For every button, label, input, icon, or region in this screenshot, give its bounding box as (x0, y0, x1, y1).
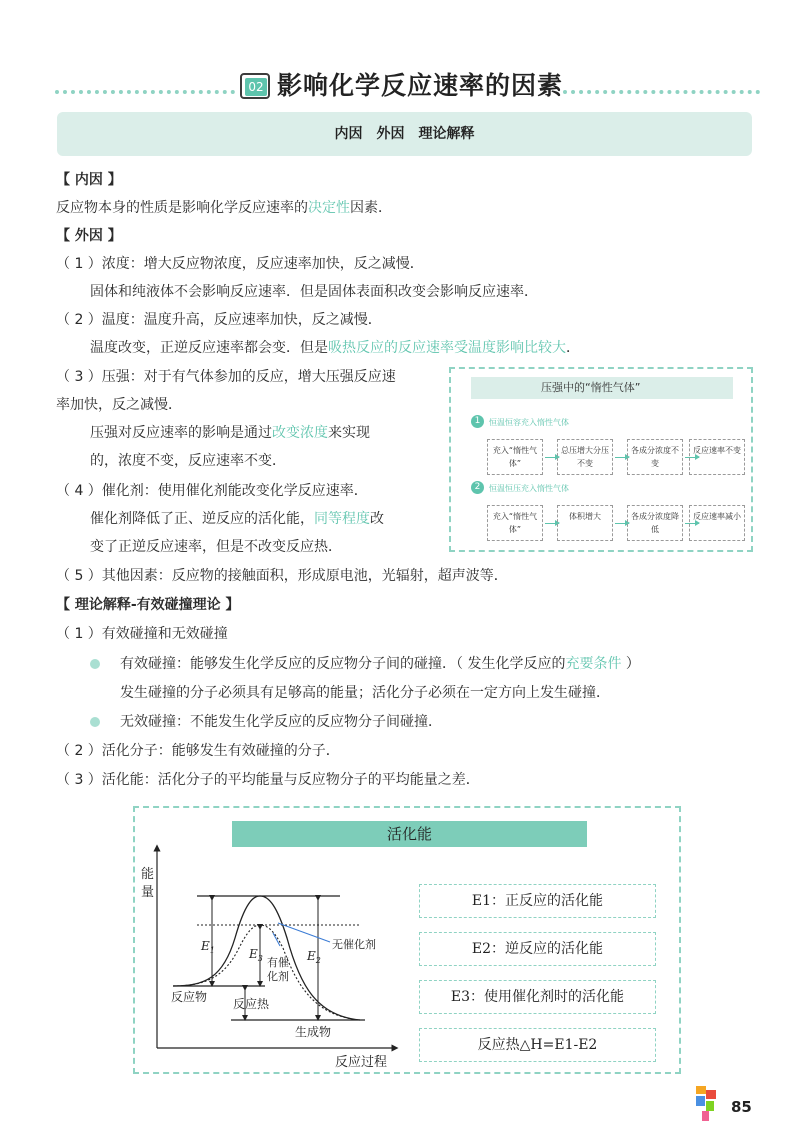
other-factors: （ 5 ）其他因素：反应物的接触面积，形成原电池，光辐射，超声波等． (56, 568, 508, 584)
effective-collision: 有效碰撞：能够发生化学反应的反应物分子间的碰撞．（ 发生化学反应的充要条件 ） (120, 656, 640, 672)
header-dots-left (55, 90, 235, 94)
flow-node: 各成分浓度不变 (627, 439, 683, 475)
flow-step-number: 1 (471, 415, 484, 428)
flow-node: 反应速率不变 (689, 439, 745, 475)
temperature-line-2: 温度改变，正逆反应速率都会变．但是吸热反应的反应速率受温度影响比较大． (90, 340, 580, 356)
y-label-2: 量 (141, 885, 155, 900)
pressure-line-4: 的，浓度不变，反应速率不变． (90, 453, 286, 469)
flow-node: 体积增大 (557, 505, 613, 541)
flow-caption-1: 恒温恒容充入惰性气体 (489, 418, 569, 427)
inner-heading: 【 内因 】 (56, 172, 122, 188)
temperature-line-1: （ 2 ）温度：温度升高，反应速率加快，反之减慢． (56, 312, 382, 328)
pressure-line-3: 压强对反应速率的影响是通过改变浓度来实现 (90, 425, 370, 441)
product-label: 生成物 (295, 1025, 332, 1039)
definition-e1: E1：正反应的活化能 (419, 884, 656, 918)
x-label: 反应过程 (335, 1055, 388, 1070)
outer-heading: 【 外因 】 (56, 228, 122, 244)
definition-heat: 反应热△H=E1-E2 (419, 1028, 656, 1062)
highlight-endothermic: 吸热反应的反应速率受温度影响比较大 (328, 340, 566, 356)
section-number-badge (240, 73, 270, 99)
flow-node: 总压增大分压不变 (557, 439, 613, 475)
no-catalyst-label: 无催化剂 (332, 938, 376, 951)
e2-label: $E_2$ (307, 949, 321, 965)
highlight-necessary-condition: 充要条件 (565, 656, 622, 672)
bullet-dot (90, 659, 100, 669)
inner-text: 反应物本身的性质是影响化学反应速率的决定性因素． (56, 200, 392, 216)
pressure-line-2: 率加快，反之减慢． (56, 397, 182, 413)
catalyst-leader (273, 933, 280, 946)
flow-step-number: 2 (471, 481, 484, 494)
topic-banner: 内因 外因 理论解释 (57, 112, 752, 156)
flow-title: 压强中的“惰性气体” (471, 377, 733, 399)
section-title: 影响化学反应速率的因素 (277, 71, 564, 100)
highlight-change-conc: 改变浓度 (272, 425, 328, 441)
catalyst-line-3: 变了正逆反应速率，但是不改变反应热． (90, 539, 342, 555)
flow-node: 充入“惰性气体” (487, 505, 543, 541)
catalyst-line-1: （ 4 ）催化剂：使用催化剂能改变化学反应速率． (56, 483, 368, 499)
e3-label: $E_3$ (249, 947, 263, 963)
concentration-line-2: 固体和纯液体不会影响反应速率．但是固体表面积改变会影响反应速率． (90, 284, 538, 300)
definition-e3: E3：使用催化剂时的活化能 (419, 980, 656, 1014)
bullet-dot (90, 717, 100, 727)
flow-node: 反应速率减小 (689, 505, 745, 541)
e1-label: $E_1$ (201, 939, 215, 955)
with-catalyst-label-1: 有催 (267, 956, 289, 969)
inert-gas-diagram (449, 367, 753, 552)
header-dots-right (563, 90, 760, 94)
page-number: 85 (731, 1098, 752, 1116)
highlight-equal-degree: 同等程度 (314, 511, 370, 527)
concentration-line-1: （ 1 ）浓度：增大反应物浓度，反应速率加快，反之减慢． (56, 256, 424, 272)
pressure-line-1: （ 3 ）压强：对于有气体参加的反应，增大压强反应速 (56, 369, 396, 385)
definition-e2: E2：逆反应的活化能 (419, 932, 656, 966)
section-header (55, 66, 760, 102)
section-number: 02 (245, 78, 267, 96)
figure-title: 活化能 (232, 821, 587, 847)
theory-heading: 【 理论解释-有效碰撞理论 】 (56, 597, 240, 613)
highlight-decisive: 决定性 (308, 200, 350, 216)
energy-diagram (135, 808, 425, 1074)
activation-energy-figure (133, 806, 681, 1074)
flow-node: 各成分浓度降低 (627, 505, 683, 541)
flow-node: 充入“惰性气体” (487, 439, 543, 475)
catalyst-line-2: 催化剂降低了正、逆反应的活化能，同等程度改 (90, 511, 384, 527)
with-catalyst-label-2: 化剂 (267, 970, 289, 983)
y-label-1: 能 (141, 867, 155, 882)
theory-3: （ 3 ）活化能：活化分子的平均能量与反应物分子的平均能量之差． (56, 772, 480, 788)
publisher-logo-icon (694, 1086, 722, 1122)
theory-2: （ 2 ）活化分子：能够发生有效碰撞的分子． (56, 743, 340, 759)
flow-caption-2: 恒温恒压充入惰性气体 (489, 484, 569, 493)
heat-label: 反应热 (233, 997, 270, 1011)
effective-collision-2: 发生碰撞的分子必须具有足够高的能量；活化分子必须在一定方向上发生碰撞． (120, 685, 610, 701)
reactant-label: 反应物 (171, 990, 208, 1004)
theory-1: （ 1 ）有效碰撞和无效碰撞 (56, 626, 228, 642)
ineffective-collision: 无效碰撞：不能发生化学反应的反应物分子间碰撞． (120, 714, 442, 730)
